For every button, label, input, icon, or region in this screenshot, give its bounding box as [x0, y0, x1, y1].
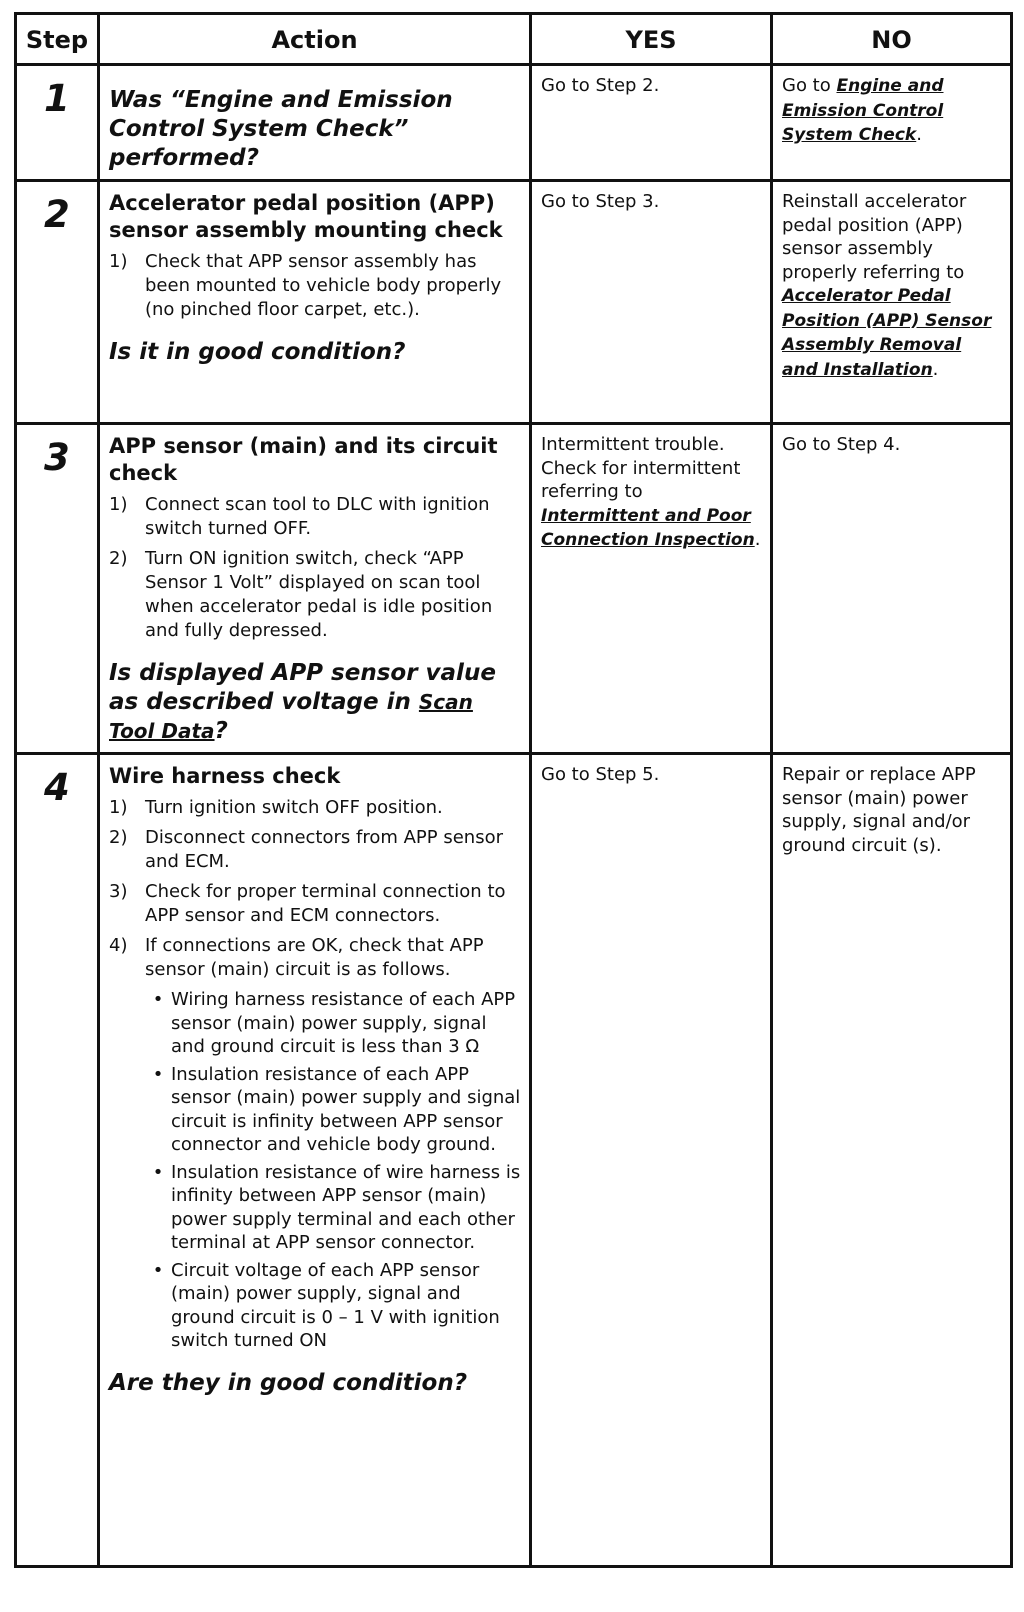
- yes-cell: [531, 181, 772, 424]
- no-text-end: .: [916, 124, 922, 145]
- bullet-text: Wiring harness resistance of each APP sensor (main) power supply, signal and ground circuit is less than 3 Ω: [171, 989, 516, 1057]
- no-text: Go to: [782, 75, 837, 96]
- bullet-dot-icon: •: [152, 989, 164, 1010]
- yes-text: Intermittent trouble. Check for intermittent referring to: [541, 434, 741, 502]
- header-yes: YES: [531, 14, 772, 65]
- yes-link-intermittent-inspection[interactable]: Intermittent and Poor Connection Inspection: [541, 505, 755, 550]
- no-cell: [772, 424, 1012, 754]
- bullet-item: [145, 1063, 521, 1157]
- substep-text: Turn ignition switch OFF position.: [145, 797, 443, 818]
- substep-item: [109, 796, 521, 820]
- step-question: Was “Engine and Emission Control System Check” performed?: [109, 87, 453, 171]
- step-number-cell: [16, 754, 99, 1567]
- step-row-1: [16, 65, 1012, 181]
- action-cell: [99, 65, 531, 181]
- step-number: 1: [44, 77, 70, 120]
- substep-item: [109, 493, 521, 541]
- yes-text: Go to Step 3.: [541, 191, 660, 212]
- troubleshooting-table-container: [14, 12, 1010, 1568]
- step-title: Accelerator pedal position (APP) sensor assembly mounting check: [109, 191, 503, 242]
- yes-text-end: .: [754, 529, 761, 550]
- yes-cell: [531, 754, 772, 1567]
- no-cell: [772, 65, 1012, 181]
- action-cell: [99, 754, 531, 1567]
- no-link-app-removal-installation[interactable]: Accelerator Pedal Position (APP) Sensor Assembly Removal and Installation: [782, 286, 992, 380]
- yes-text: Go to Step 5.: [541, 764, 660, 785]
- yes-cell: [531, 424, 772, 754]
- no-text: Go to Step 4.: [782, 434, 901, 455]
- yes-text: Go to Step 2.: [541, 75, 660, 96]
- bullet-text: Insulation resistance of wire harness is infinity between APP sensor (main) power supply terminal and each other terminal at APP sensor connector.: [171, 1161, 521, 1253]
- bullet-dot-icon: •: [152, 1259, 164, 1281]
- bullet-item: [145, 988, 521, 1059]
- question-end: ?: [214, 718, 228, 744]
- step-title: APP sensor (main) and its circuit check: [109, 434, 498, 485]
- substep-text: Turn ON ignition switch, check “APP Sensor 1 Volt” displayed on scan tool when accelerator pedal is idle position and fully depressed.: [145, 548, 493, 641]
- substep-item: [109, 880, 521, 928]
- yes-cell: [531, 65, 772, 181]
- step-number-cell: [16, 181, 99, 424]
- bullet-text: Circuit voltage of each APP sensor (main) power supply, signal and ground circuit is 0 – 1 V with ignition switch turned ON: [171, 1259, 500, 1351]
- substep-item: [109, 826, 521, 874]
- action-cell: [99, 424, 531, 754]
- bullet-item: [145, 1161, 521, 1255]
- step-number-cell: [16, 65, 99, 181]
- header-row: [16, 14, 1012, 65]
- substep-text: If connections are OK, check that APP sensor (main) circuit is as follows.: [145, 935, 484, 980]
- step-number-cell: [16, 424, 99, 754]
- header-action: Action: [99, 14, 531, 65]
- substep-text: Connect scan tool to DLC with ignition switch turned OFF.: [145, 494, 490, 539]
- no-cell: [772, 181, 1012, 424]
- step-question: [109, 659, 521, 746]
- substep-number: 1): [109, 494, 128, 515]
- substep-item: [109, 934, 521, 982]
- substep-text: Disconnect connectors from APP sensor and ECM.: [145, 827, 503, 872]
- header-step: Step: [16, 14, 99, 65]
- no-cell: [772, 754, 1012, 1567]
- substep-item: [109, 250, 521, 322]
- step-question: Is it in good condition?: [109, 339, 406, 365]
- substep-number: 2): [109, 827, 128, 848]
- troubleshooting-table: [14, 12, 1013, 1568]
- action-cell: [99, 181, 531, 424]
- step-title: Wire harness check: [109, 764, 341, 788]
- bullet-dot-icon: •: [152, 1161, 164, 1183]
- substep-number: 2): [109, 548, 128, 569]
- step-row-4: [16, 754, 1012, 1567]
- bullet-dot-icon: •: [152, 1063, 164, 1085]
- no-text: Reinstall accelerator pedal position (APP) sensor assembly properly referring to: [782, 191, 967, 283]
- substep-number: 3): [109, 881, 128, 902]
- substep-text: Check that APP sensor assembly has been mounted to vehicle body properly (no pinched floor carpet, etc.).: [145, 251, 502, 320]
- substep-number: 1): [109, 797, 128, 818]
- header-no: NO: [772, 14, 1012, 65]
- scan-tool-data-link[interactable]: Scan Tool Data: [109, 690, 473, 743]
- step-number: 4: [44, 766, 70, 809]
- bullet-item: [145, 1259, 521, 1353]
- no-text: Repair or replace APP sensor (main) power supply, signal and/or ground circuit (s).: [782, 764, 976, 856]
- substep-number: 1): [109, 251, 128, 272]
- step-question: Are they in good condition?: [109, 1369, 468, 1396]
- substep-text: Check for proper terminal connection to APP sensor and ECM connectors.: [145, 881, 506, 926]
- no-text-end: .: [932, 358, 939, 380]
- no-link-engine-emission-check[interactable]: Engine and Emission Control System Check: [782, 76, 944, 145]
- step-row-2: [16, 181, 1012, 424]
- bullet-text: Insulation resistance of each APP sensor (main) power supply and signal circuit is infinity between APP sensor connector and vehicle body ground.: [171, 1063, 521, 1155]
- substep-number: 4): [109, 935, 128, 956]
- step-number: 3: [44, 436, 70, 479]
- substep-item: [109, 547, 521, 643]
- step-number: 2: [44, 193, 70, 236]
- step-row-3: [16, 424, 1012, 754]
- question-text: Is displayed APP sensor value as described voltage in: [109, 660, 496, 715]
